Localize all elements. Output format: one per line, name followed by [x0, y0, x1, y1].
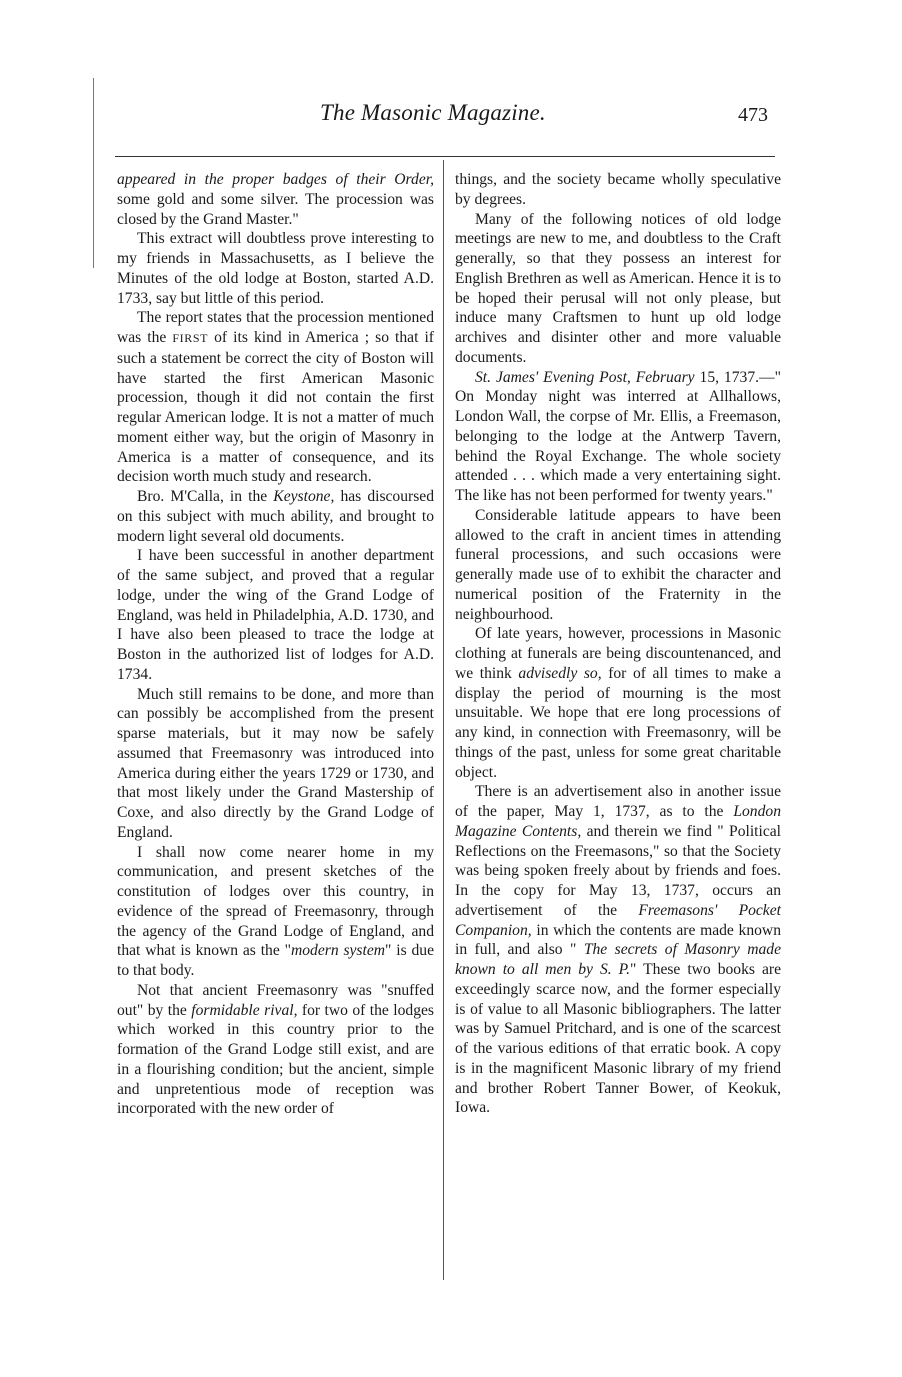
margin-mark — [93, 78, 94, 268]
italic-text: St. James' Evening Post, February — [475, 368, 695, 386]
italic-text: advisedly so, — [518, 664, 602, 682]
italic-text: formidable rival, — [191, 1001, 298, 1019]
header-rule — [115, 156, 775, 157]
paragraph: I have been successful in another department of the same subject, and proved that a regular lodge, under the wing of the Grand Lodge of England, was held in Philadelphia, A.D. 1730, and I have also been pleased to trace the lodge at Boston in the authorized list of lodges for A.D. 1734. — [117, 547, 434, 683]
paragraph: Of late years, however, processions in Masonic clothing at funerals are being discountenanced, and we think advisedly so, for of all times to make a display the period of mourning is the most unsuitable. We hope that ere long processions of any kind, in connection with Freemasonry, will be things of the past, unless for some great charitable object. — [455, 625, 781, 781]
italic-text: London Magazine Contents, — [455, 803, 781, 840]
paragraph: things, and the society became wholly speculative by degrees. — [455, 171, 781, 208]
paragraph: Many of the following notices of old lodge meetings are new to me, and doubtless to the Craft generally, so that they possess an interest for English Brethren as well as American. Hence it is to be hoped their perusal will not only please, but induce many Craftsmen to hunt up old lodge archives and disinter other and more valuable documents. — [455, 210, 781, 366]
paragraph: Much still remains to be done, and more than can possibly be accomplished from the present sparse materials, but it may now be safely assumed that Freemasonry was introduced into America during either the years 1729 or 1730, and that most likely under the Grand Mastership of Coxe, and also directly by the Grand Lodge of England. — [117, 685, 434, 841]
column-divider — [443, 160, 444, 1280]
paragraph: This extract will doubtless prove interesting to my friends in Massachusetts, as I believe the Minutes of the old lodge at Boston, started A.D. 1733, say but little of this period. — [117, 230, 434, 307]
small-caps-text: FIRST — [172, 331, 209, 345]
page-number: 473 — [738, 104, 768, 126]
paragraph: Not that ancient Freemasonry was "snuffed out" by the formidable rival, for two of the lodges which worked in this country prior to the formation of the Grand Lodge still exist, and are in a flourishing condition; but the ancient, simple and unpretentious mode of reception was incorporated with the new order of — [117, 981, 434, 1118]
italic-text: Freemasons' Pocket Companion, — [455, 901, 781, 939]
paragraph: Considerable latitude appears to have been allowed to the craft in ancient times in attending funeral processions, and such occasions were generally made use of to exhibit the character and numerical position of the Fraternity in the neighbourhood. — [455, 506, 781, 623]
paragraph: Bro. M'Calla, in the Keystone, has discoursed on this subject with much ability, and brought to modern light several old documents. — [117, 488, 435, 545]
paragraph: appeared in the proper badges of their Order, some gold and some silver. The procession was closed by the Grand Master." — [117, 171, 434, 228]
paragraph: The report states that the procession mentioned was the FIRST of its kind in America ; so that if such a statement be correct the city of Boston will have started the first American Masonic procession, though it did not contain the first regular American lodge. It is not a matter of much moment either way, but the origin of Masonry in America is a matter of consequence, and its decision worth much study and research. — [117, 309, 434, 486]
paragraph: I shall now come nearer home in my communication, and present sketches of the constitution of lodges over this country, in evidence of the spread of Freemasonry, through the agency of the Grand Lodge of England, and that what is known as the "modern system" is due to that body. — [117, 843, 434, 979]
right-column — [455, 170, 781, 1118]
italic-text: Keystone, — [273, 488, 335, 505]
italic-text: modern system — [290, 942, 386, 960]
paragraph: St. James' Evening Post, February 15, 1737.—" On Monday night was interred at Allhallows, London Wall, the corpse of Mr. Ellis, a Freemason, belonging to the lodge at the Antwerp Tavern, behind the Royal Exchange. The whole society attended . . . which made a very entertaining sight. The like has not been performed for twenty years." — [455, 368, 781, 504]
italic-text: appeared in the proper badges of their Order, — [117, 171, 434, 188]
left-column — [117, 170, 434, 1119]
running-title: The Masonic Magazine. — [320, 100, 546, 125]
paragraph: There is an advertisement also in another issue of the paper, May 1, 1737, as to the London Magazine Contents, and therein we find " Political Reflections on the Freemasons," so that the Society was being spoken freely about by friends and foes. In the copy for May 13, 1737, occurs an advertisement of the Freemasons' Pocket Companion, in which the contents are made known in full, and also " The secrets of Masonry made known to all men by S. P." These two books are exceedingly scarce now, and the former especially is of value to all Masonic bibliographers. The latter was by Samuel Pritchard, and is one of the scarcest of the various editions of that erratic book. A copy is in the magnificent Masonic library of my friend and brother Robert Tanner Bower, of Keokuk, Iowa. — [455, 783, 781, 1117]
italic-text: The secrets of Masonry made known to all men by S. P. — [455, 941, 781, 978]
